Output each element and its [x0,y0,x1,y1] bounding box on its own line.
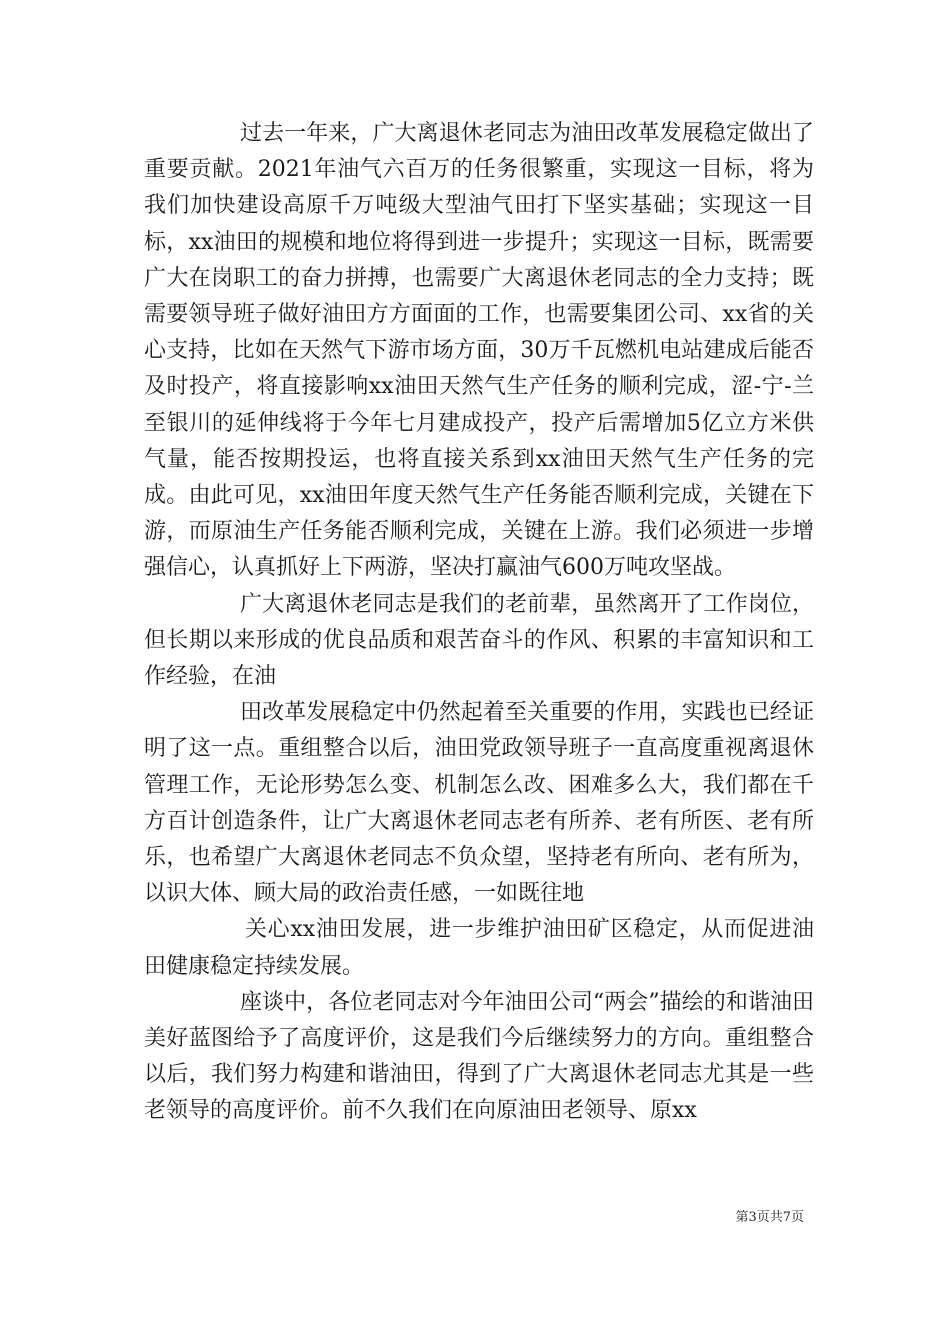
paragraph-5: 座谈中，各位老同志对今年油田公司“两会”描绘的和谐油田美好蓝图给予了高度评价，这是我们今后继续努力的方向。重组整合以后，我们努力构建和谐油田，得到了广大离退休老同志尤其是一些老领导的高度评价。前不久我们在向原油田老领导、原xx [144,989,814,1124]
paragraph-2: 广大离退休老同志是我们的老前辈，虽然离开了工作岗位，但长期以来形成的优良品质和艰苦奋斗的作风、积累的丰富知识和工作经验，在油 [144,591,814,690]
page-number-footer: 第3页共7页 [735,1210,804,1225]
paragraph-4: 关心xx油田发展，进一步维护油田矿区稳定，从而促进油田健康稳定持续发展。 [144,917,814,979]
paragraph-1: 过去一年来，广大离退休老同志为油田改革发展稳定做出了重要贡献。2021年油气六百万的任务很繁重，实现这一目标，将为我们加快建设高原千万吨级大型油气田打下坚实基础；实现这一目标，xx油田的规模和地位将得到进一步提升；实现这一目标，既需要广大在岗职工的奋力拼搏，也需要广大离退休老同志的全力支持；既需要领导班子做好油田方方面面的工作，也需要集团公司、xx省的关心支持，比如在天然气下游市场方面，30万千瓦燃机电站建成后能否及时投产，将直接影响xx油田天然气生产任务的顺利完成，涩-宁-兰至银川的延伸线将于今年七月建成投产，投产后需增加5亿立方米供气量，能否按期投运，也将直接关系到xx油田天然气生产任务的完成。由此可见，xx油田年度天然气生产任务能否顺利完成，关键在下游，而原油生产任务能否顺利完成，关键在上游。我们必须进一步增强信心，认真抓好上下两游，坚决打赢油气600万吨攻坚战。 [144,121,814,581]
paragraph-3: 田改革发展稳定中仍然起着至关重要的作用，实践也已经证明了这一点。重组整合以后，油田党政领导班子一直高度重视离退休管理工作，无论形势怎么变、机制怎么改、困难多么大，我们都在千方百计创造条件，让广大离退休老同志老有所养、老有所医、老有所乐，也希望广大离退休老同志不负众望，坚持老有所向、老有所为，以识大体、顾大局的政治责任感，一如既往地 [144,700,814,907]
document-body [144,116,814,1130]
